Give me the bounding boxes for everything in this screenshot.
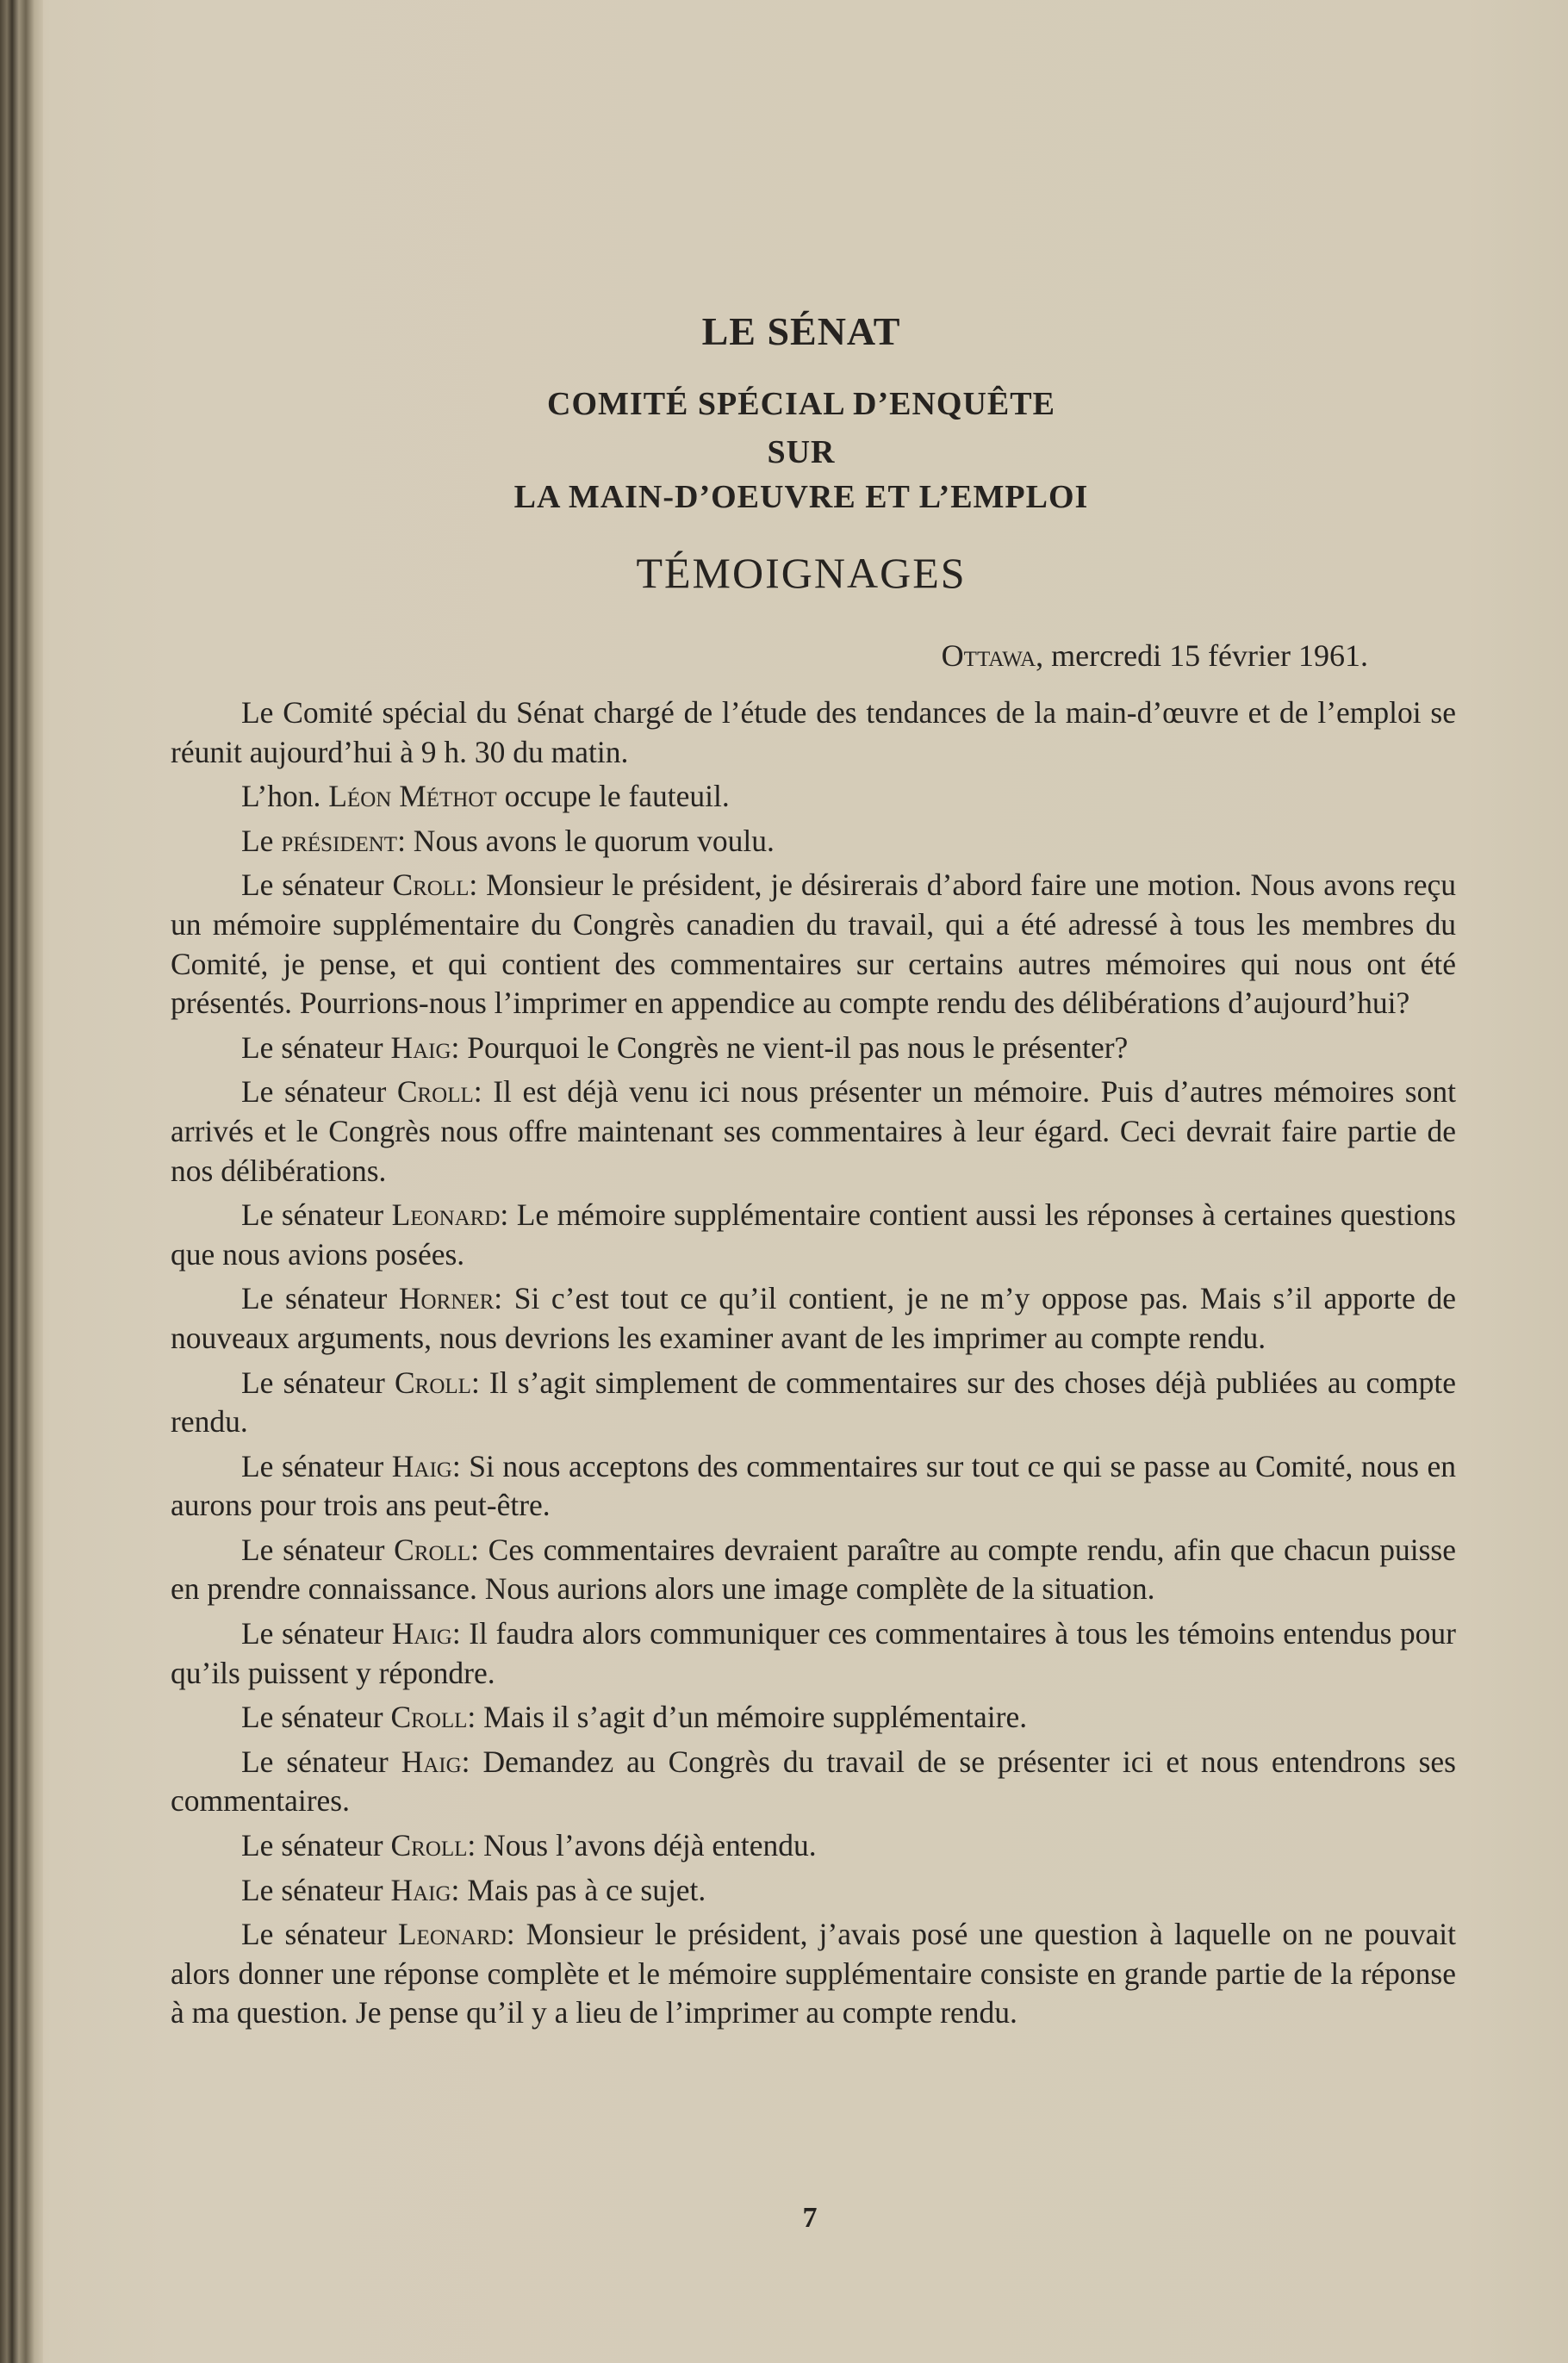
paragraph-text: : Mais pas à ce sujet. <box>451 1872 706 1907</box>
transcript-paragraph <box>171 1364 1456 1442</box>
transcript-paragraph <box>171 1531 1456 1609</box>
transcript-paragraph <box>171 1915 1456 2033</box>
paragraph-text: Le Comité spécial du Sénat chargé de l’étude des tendances de la main-d’œuvre et de l’emploi se réunit aujourd’hui à 9 h. 30 du matin. <box>171 695 1456 769</box>
paragraph-prefix: Le sénateur <box>241 1828 391 1863</box>
speaker-name: Croll <box>394 1365 471 1400</box>
transcript-paragraph <box>171 1614 1456 1693</box>
speaker-name: Haig <box>390 1872 451 1907</box>
transcript-paragraph <box>171 1279 1456 1358</box>
paragraph-prefix: Le sénateur <box>241 1616 392 1651</box>
transcript-paragraph <box>171 822 1456 861</box>
transcript-paragraph <box>171 1447 1456 1526</box>
speaker-name: Croll <box>394 1532 471 1567</box>
paragraph-prefix: Le sénateur <box>241 1448 392 1483</box>
transcript-paragraph <box>171 1871 1456 1911</box>
dateline-date: , mercredi 15 février 1961. <box>1036 638 1368 673</box>
speaker-name: président <box>281 823 398 858</box>
transcript-paragraph <box>171 777 1456 817</box>
institution-heading: LE SÉNAT <box>701 309 901 353</box>
paragraph-prefix: Le sénateur <box>241 1281 399 1316</box>
paragraph-prefix: Le sénateur <box>241 1872 391 1907</box>
committee-heading-line-2: SUR <box>767 434 836 470</box>
paragraph-text: : Nous avons le quorum voulu. <box>397 823 775 858</box>
speaker-name: Haig <box>391 1616 452 1651</box>
transcript-paragraph <box>171 693 1456 772</box>
paragraph-text: : Nous l’avons déjà entendu. <box>467 1828 817 1863</box>
speaker-name: Leonard <box>397 1917 507 1952</box>
speaker-name: Croll <box>392 867 470 903</box>
speaker-name: Croll <box>390 1828 468 1863</box>
transcript-paragraph <box>171 1029 1456 1068</box>
transcript-paragraph <box>171 866 1456 1023</box>
paragraph-prefix: Le <box>241 823 282 858</box>
speaker-name: Léon Méthot <box>328 779 497 814</box>
paragraph-prefix: Le sénateur <box>241 1532 395 1567</box>
speaker-name: Horner <box>398 1281 495 1316</box>
paragraph-prefix: Le sénateur <box>241 1917 398 1952</box>
speaker-name: Haig <box>390 1029 451 1065</box>
paragraph-prefix: Le sénateur <box>241 1365 395 1400</box>
paragraph-text: : Le mémoire supplémentaire contient aussi les réponses à certaines questions que nous avions posées. <box>171 1197 1456 1272</box>
transcript-paragraph <box>171 1073 1456 1191</box>
section-title: TÉMOIGNAGES <box>636 549 967 597</box>
dateline <box>942 637 1368 674</box>
paragraph-text: : Il faudra alors communiquer ces commentaires à tous les témoins entendus pour qu’ils puissent y répondre. <box>171 1616 1456 1690</box>
book-spine-shadow <box>0 0 43 2363</box>
transcript-paragraph <box>171 1826 1456 1866</box>
paragraph-text: : Il est déjà venu ici nous présenter un mémoire. Puis d’autres mémoires sont arrivés et le Congrès nous offre maintenant ses commentaires à leur égard. Ceci devrait faire partie de nos délibérations. <box>171 1074 1456 1188</box>
paragraph-text: : Il s’agit simplement de commentaires sur des choses déjà publiées au compte rendu. <box>171 1365 1456 1440</box>
paragraph-prefix: Le sénateur <box>241 867 393 903</box>
paragraph-prefix: L’hon. <box>241 779 329 814</box>
paragraph-text: occupe le fauteuil. <box>496 779 730 814</box>
paragraph-prefix: Le sénateur <box>241 1029 391 1065</box>
speaker-name: Leonard <box>391 1197 501 1233</box>
paragraph-text: : Monsieur le président, j’avais posé une question à laquelle on ne pouvait alors donner une réponse complète et le mémoire supplémentaire consiste en grande partie de la réponse à ma question. Je pense qu’il y a lieu de l’imprimer au compte rendu. <box>171 1917 1456 2030</box>
paragraph-prefix: Le sénateur <box>241 1197 392 1233</box>
paragraph-text: : Ces commentaires devraient paraître au compte rendu, afin que chacun puisse en prendre connaissance. Nous aurions alors une image complète de la situation. <box>171 1532 1456 1607</box>
paragraph-text: : Si c’est tout ce qu’il contient, je ne m’y oppose pas. Mais s’il apporte de nouveaux arguments, nous devrions les examiner avant de les imprimer au compte rendu. <box>171 1281 1456 1355</box>
speaker-name: Haig <box>401 1744 462 1779</box>
paragraph-text: : Pourquoi le Congrès ne vient-il pas nous le présenter? <box>451 1029 1129 1065</box>
paragraph-text: : Si nous acceptons des commentaires sur tout ce qui se passe au Comité, nous en aurons pour trois ans peut-être. <box>171 1448 1457 1523</box>
transcript-paragraph <box>171 1743 1456 1821</box>
transcript-body <box>171 693 1456 2038</box>
committee-heading-line-3: LA MAIN-D’OEUVRE ET L’EMPLOI <box>513 479 1089 515</box>
speaker-name: Croll <box>390 1700 468 1735</box>
paragraph-prefix: Le sénateur <box>241 1074 397 1110</box>
page-number: 7 <box>802 2202 818 2234</box>
paragraph-text: : Monsieur le président, je désirerais d’abord faire une motion. Nous avons reçu un mémoire supplémentaire du Congrès canadien du travail, qui a été adressé à tous les membres du Comité, je pense, et qui contient des commentaires sur certains autres mémoires qui nous ont été présentés. Pourrions-nous l’imprimer en appendice au compte rendu des délibérations d’aujourd’hui? <box>171 867 1456 1021</box>
paragraph-text: : Demandez au Congrès du travail de se présenter ici et nous entendrons ses commentaires. <box>171 1744 1456 1819</box>
dateline-place: Ottawa <box>941 638 1036 673</box>
transcript-paragraph <box>171 1196 1456 1274</box>
speaker-name: Croll <box>396 1074 474 1110</box>
transcript-paragraph <box>171 1698 1456 1738</box>
paragraph-prefix: Le sénateur <box>241 1744 401 1779</box>
speaker-name: Haig <box>391 1448 452 1483</box>
committee-heading-line-1: COMITÉ SPÉCIAL D’ENQUÊTE <box>547 386 1055 422</box>
paragraph-text: : Mais il s’agit d’un mémoire supplémentaire. <box>467 1700 1028 1735</box>
paragraph-prefix: Le sénateur <box>241 1700 391 1735</box>
